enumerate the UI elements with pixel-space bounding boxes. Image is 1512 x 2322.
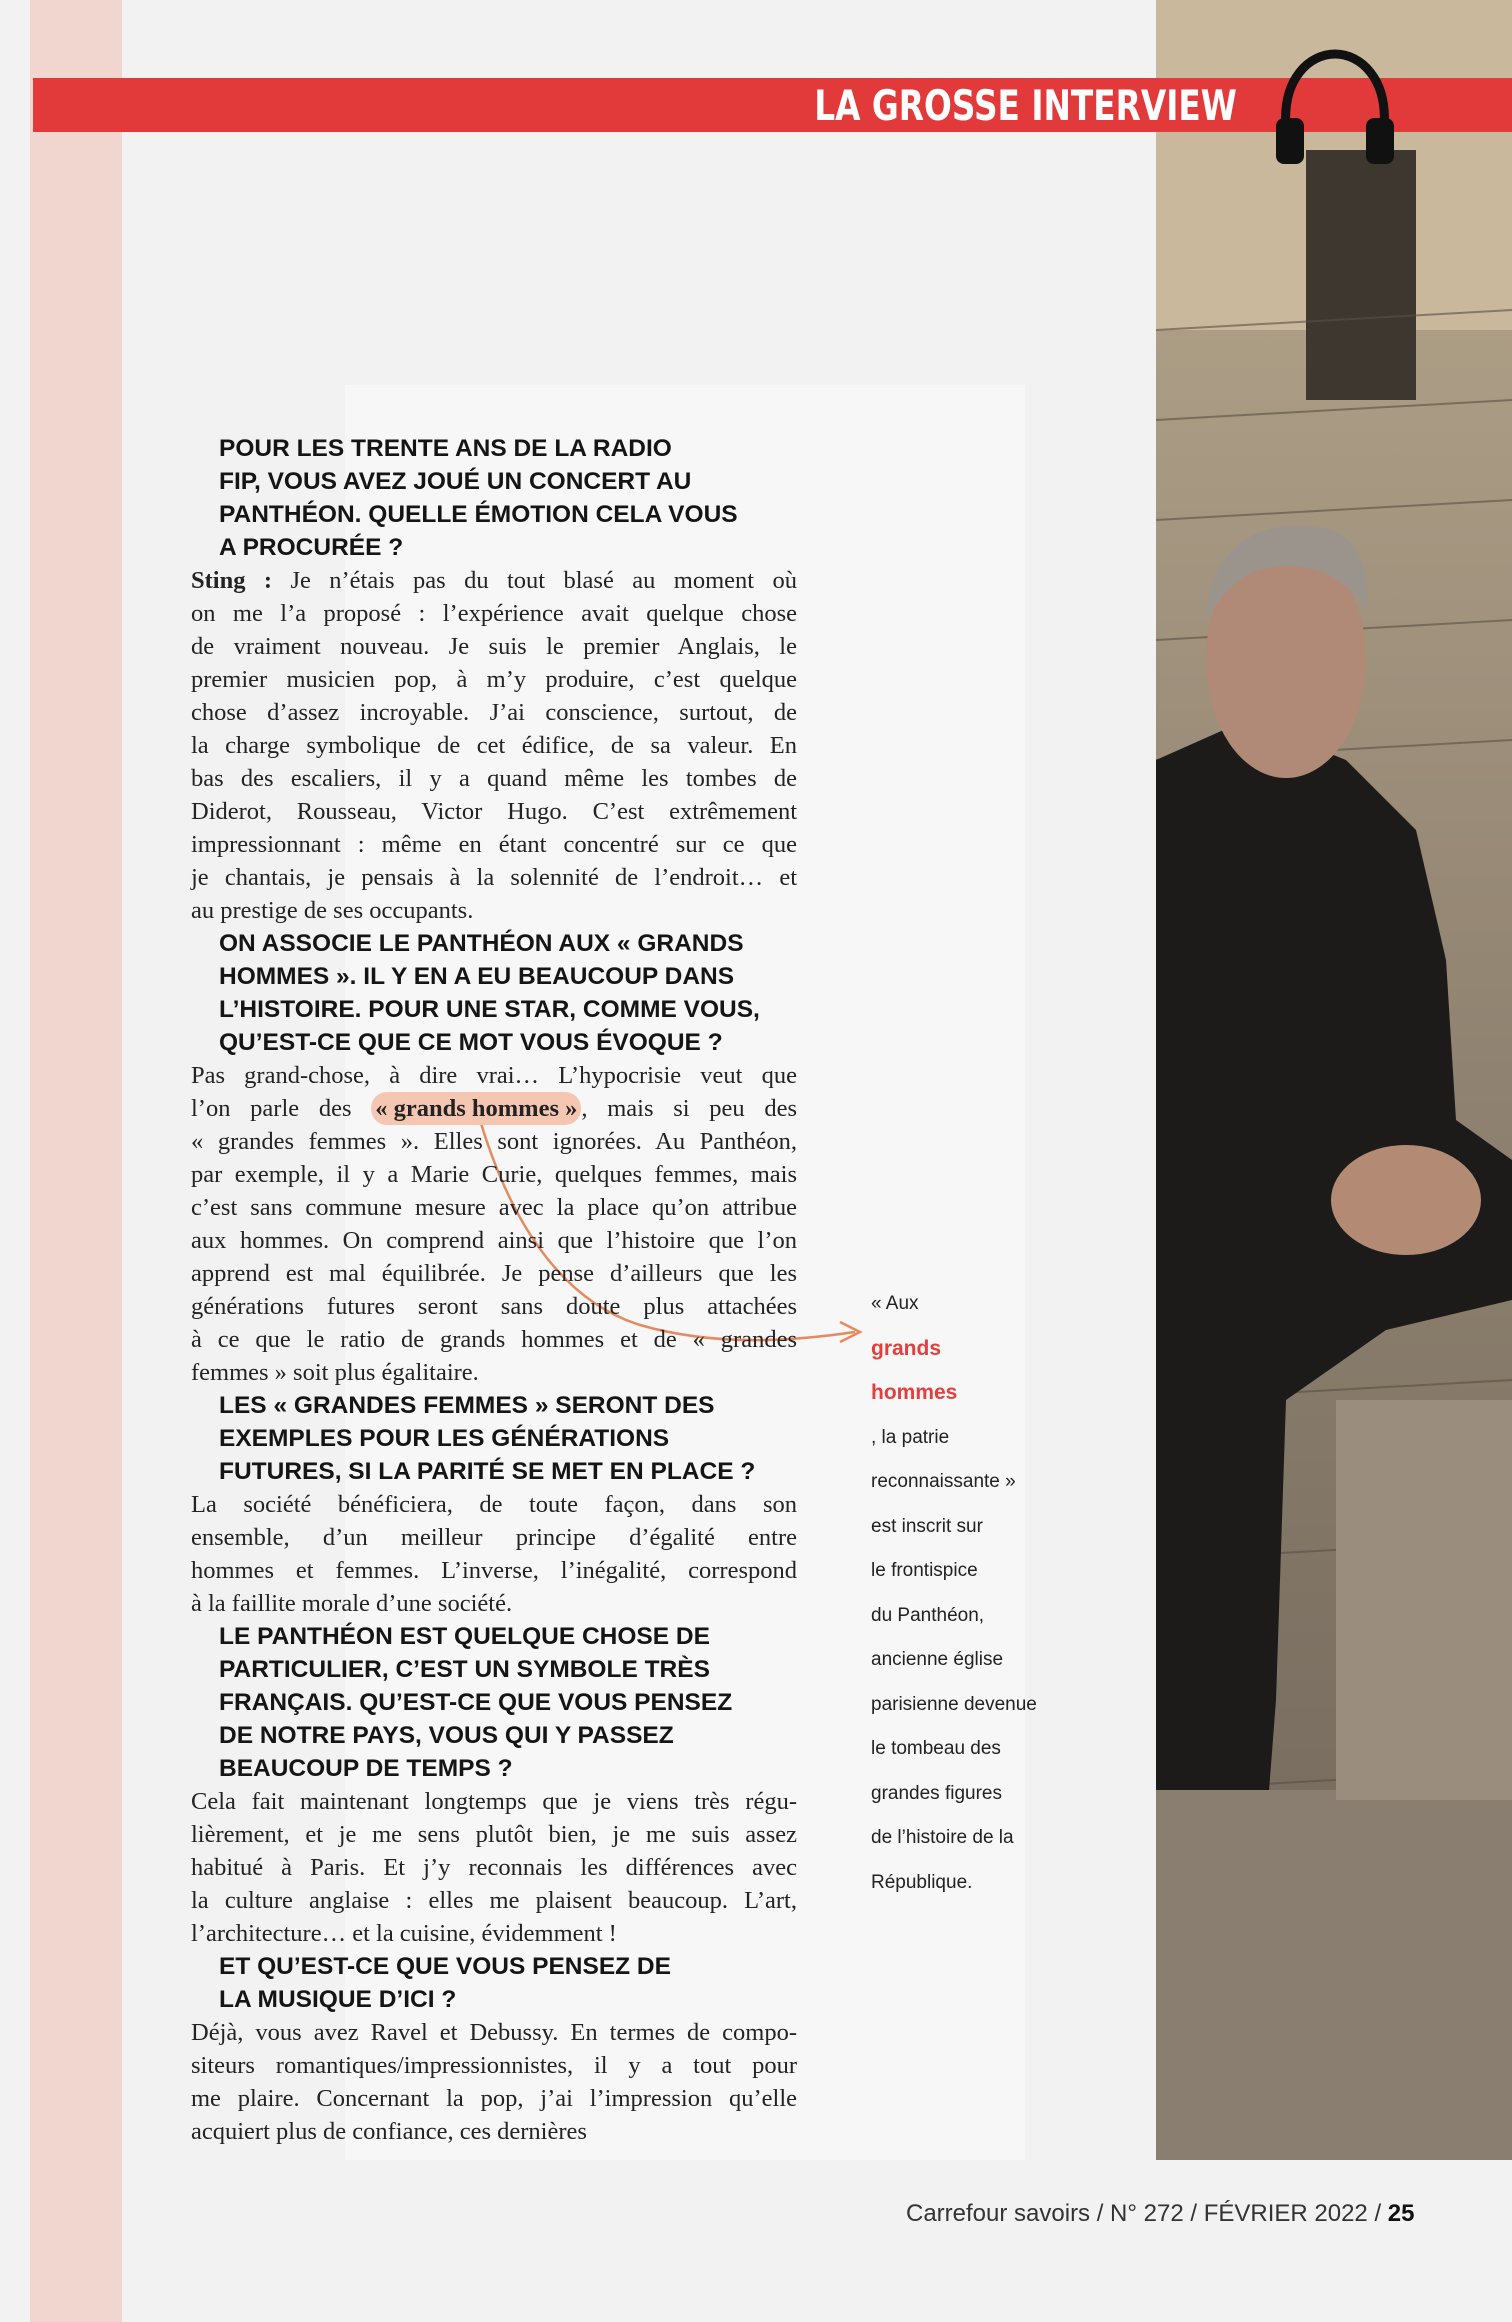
answer-text: , mais si peu des — [581, 1095, 797, 1122]
answer-line: Diderot, Rousseau, Victor Hugo. C’est extrêmement — [191, 798, 797, 825]
answer-text: l’on parle des — [191, 1095, 372, 1122]
answer-line — [191, 564, 797, 597]
question-line: ON ASSOCIE LE PANTHÉON AUX « GRANDS — [219, 930, 744, 957]
quote-line: le tombeau des — [871, 1738, 1001, 1759]
answer-line: bas des escaliers, il y a quand même les tombes de — [191, 765, 797, 792]
answer-line: aux hommes. On comprend ainsi que l’histoire que l’on — [191, 1227, 797, 1254]
side-quote — [871, 1282, 1071, 1905]
question-line: FIP, VOUS AVEZ JOUÉ UN CONCERT AU — [219, 468, 692, 495]
answer-5 — [191, 2016, 797, 2148]
quote-emphasis: hommes — [871, 1381, 958, 1404]
answer-4 — [191, 1785, 797, 1950]
question-line: HOMMES ». IL Y EN A EU BEAUCOUP DANS — [219, 963, 735, 990]
highlighted-phrase: « grands hommes » — [371, 1092, 581, 1125]
answer-line: hommes et femmes. L’inverse, l’inégalité, correspond — [191, 1557, 797, 1584]
page-footer — [906, 2200, 1414, 2228]
question-5 — [219, 1950, 797, 2016]
question-line: PANTHÉON. QUELLE ÉMOTION CELA VOUS — [219, 501, 738, 528]
answer-line: premier musicien pop, à m’y produire, c’est quelque — [191, 666, 797, 693]
question-line: BEAUCOUP DE TEMPS ? — [219, 1755, 513, 1782]
answer-line: chose d’assez incroyable. J’ai conscience, surtout, de — [191, 699, 797, 726]
question-line: LE PANTHÉON EST QUELQUE CHOSE DE — [219, 1623, 710, 1650]
portrait-photo — [1156, 0, 1512, 2160]
answer-line: par exemple, il y a Marie Curie, quelques femmes, mais — [191, 1161, 797, 1188]
answer-line: apprend est mal équilibrée. Je pense d’ailleurs que les — [191, 1260, 797, 1287]
answer-line — [191, 1092, 797, 1125]
question-line: L’HISTOIRE. POUR UNE STAR, COMME VOUS, — [219, 996, 760, 1023]
quote-line: de l’histoire de la — [871, 1827, 1014, 1848]
footer-text: Carrefour savoirs / N° 272 / FÉVRIER 2022 / — [906, 2200, 1388, 2227]
answer-line: lièrement, et je me sens plutôt bien, je me suis assez — [191, 1821, 797, 1848]
question-line: POUR LES TRENTE ANS DE LA RADIO — [219, 435, 672, 462]
question-3 — [219, 1389, 797, 1488]
question-line: LES « GRANDES FEMMES » SERONT DES — [219, 1392, 715, 1419]
quote-line: le frontispice — [871, 1560, 978, 1581]
answer-3 — [191, 1488, 797, 1620]
answer-line: impressionnant : même en étant concentré sur ce que — [191, 831, 797, 858]
answer-line: Pas grand-chose, à dire vrai… L’hypocrisie veut que — [191, 1062, 797, 1089]
left-margin-band — [30, 0, 122, 2322]
answer-line: femmes » soit plus égalitaire. — [191, 1359, 479, 1386]
answer-line: à la faillite morale d’une société. — [191, 1590, 513, 1617]
question-line: FUTURES, SI LA PARITÉ SE MET EN PLACE ? — [219, 1458, 756, 1485]
page-number: 25 — [1387, 2200, 1415, 2227]
quote-line: reconnaissante » — [871, 1471, 1016, 1492]
quote-line — [871, 1371, 1071, 1460]
question-4 — [219, 1620, 797, 1785]
quote-text: « Aux — [871, 1293, 919, 1314]
quote-line: parisienne devenue — [871, 1693, 1037, 1715]
answer-line: au prestige de ses occupants. — [191, 897, 474, 924]
answer-line: à ce que le ratio de grands hommes et de « grandes — [191, 1326, 797, 1353]
answer-2 — [191, 1059, 797, 1389]
answer-line: Cela fait maintenant longtemps que je viens très régu- — [191, 1788, 797, 1815]
quote-line — [871, 1282, 1071, 1371]
question-line: FRANÇAIS. QU’EST-CE QUE VOUS PENSEZ — [219, 1689, 733, 1716]
answer-line: « grandes femmes ». Elles sont ignorées. Au Panthéon, — [191, 1128, 797, 1155]
quote-text: , la patrie — [871, 1426, 950, 1448]
speaker-name: Sting : — [191, 567, 273, 594]
headphones-icon — [1270, 48, 1400, 172]
question-line: A PROCURÉE ? — [219, 534, 404, 561]
answer-line: la culture anglaise : elles me plaisent beaucoup. L’art, — [191, 1887, 797, 1914]
answer-line: je chantais, je pensais à la solennité de l’endroit… et — [191, 864, 797, 891]
section-title: LA GROSSE INTERVIEW — [814, 81, 1237, 130]
answer-line: ensemble, d’un meilleur principe d’égalité entre — [191, 1524, 797, 1551]
quote-line: ancienne église — [871, 1649, 1004, 1670]
question-1 — [219, 432, 797, 564]
answer-line: habitué à Paris. Et j’y reconnais les différences avec — [191, 1854, 797, 1881]
question-line: QU’EST-CE QUE CE MOT VOUS ÉVOQUE ? — [219, 1029, 723, 1056]
interview-article — [191, 432, 797, 2148]
question-line: EXEMPLES POUR LES GÉNÉRATIONS — [219, 1425, 670, 1452]
answer-line: acquiert plus de confiance, ces dernières — [191, 2118, 587, 2145]
answer-line: me plaire. Concernant la pop, j’ai l’impression qu’elle — [191, 2085, 797, 2112]
answer-line: on me l’a proposé : l’expérience avait quelque chose — [191, 600, 797, 627]
answer-1 — [191, 564, 797, 927]
answer-line: la charge symbolique de cet édifice, de sa valeur. En — [191, 732, 797, 759]
answer-line: siteurs romantiques/impressionnistes, il y a tout pour — [191, 2052, 797, 2079]
quote-line: grandes figures — [871, 1782, 1002, 1804]
question-line: PARTICULIER, C’EST UN SYMBOLE TRÈS — [219, 1656, 710, 1683]
quote-line: du Panthéon, — [871, 1604, 985, 1626]
question-line: ET QU’EST-CE QUE VOUS PENSEZ DE — [219, 1953, 671, 1980]
answer-line: La société bénéficiera, de toute façon, dans son — [191, 1491, 797, 1518]
answer-line: c’est sans commune mesure avec la place qu’on attribue — [191, 1194, 797, 1221]
quote-emphasis: grands — [871, 1336, 942, 1360]
quote-line: République. — [871, 1871, 973, 1893]
question-line: LA MUSIQUE D’ICI ? — [219, 1986, 457, 2013]
answer-line: Déjà, vous avez Ravel et Debussy. En termes de compo- — [191, 2019, 797, 2046]
question-2 — [219, 927, 797, 1059]
question-line: DE NOTRE PAYS, VOUS QUI Y PASSEZ — [219, 1722, 674, 1749]
quote-line: est inscrit sur — [871, 1515, 983, 1537]
answer-line: l’architecture… et la cuisine, évidemment ! — [191, 1920, 617, 1947]
answer-text: Je n’étais pas du tout blasé au moment où — [272, 567, 797, 594]
answer-line: générations futures seront sans doute plus attachées — [191, 1293, 797, 1320]
answer-line: de vraiment nouveau. Je suis le premier Anglais, le — [191, 633, 797, 660]
